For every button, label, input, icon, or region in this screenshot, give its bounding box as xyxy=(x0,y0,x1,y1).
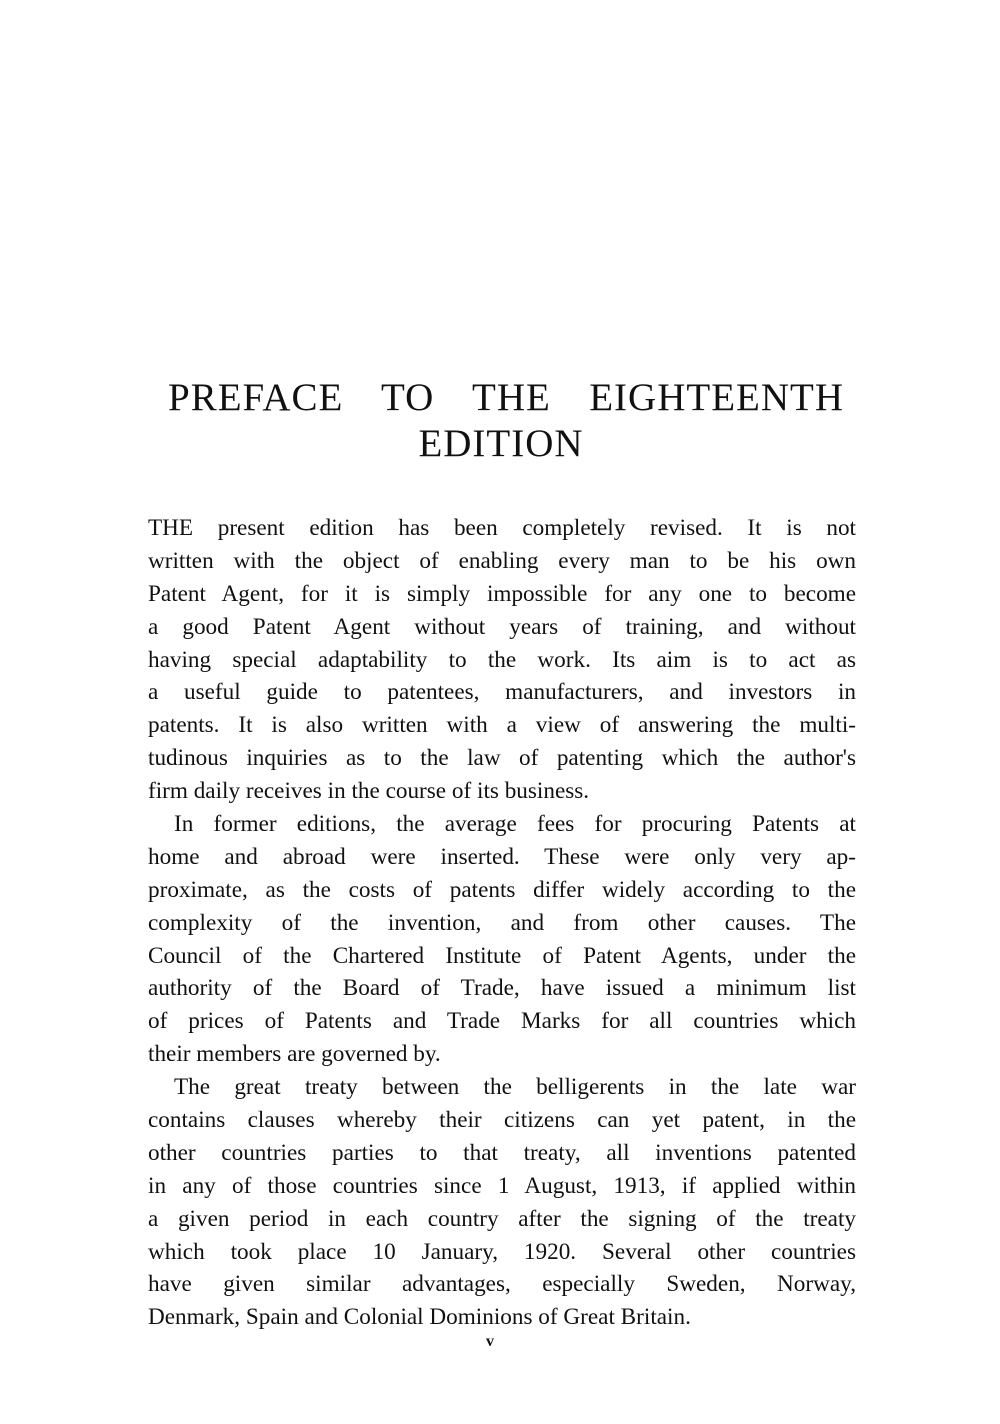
paragraph-1-line-6: a useful guide to patentees, manufacturers, and investors in xyxy=(148,679,856,706)
page-number: v xyxy=(486,1333,494,1350)
paragraph-3-line-6: which took place 10 January, 1920. Several other countries xyxy=(148,1238,856,1265)
paragraph-3-line-3: other countries parties to that treaty, all inventions patented xyxy=(148,1139,856,1166)
paragraph-3-line-5: a given period in each country after the signing of the treaty xyxy=(148,1205,856,1232)
paragraph-2-line-7: of prices of Patents and Trade Marks for all countries which xyxy=(148,1008,856,1035)
paragraph-3-line-4: in any of those countries since 1 August, 1913, if applied within xyxy=(148,1172,856,1199)
paragraph-2-line-4: complexity of the invention, and from other causes. The xyxy=(148,909,856,936)
paragraph-1-line-8: tudinous inquiries as to the law of patenting which the author's xyxy=(148,745,856,772)
paragraph-1-line-2: written with the object of enabling every man to be his own xyxy=(148,547,856,574)
paragraph-1-lead-word: THE xyxy=(148,515,194,541)
page-title-line-1: PREFACE TO THE EIGHTEENTH xyxy=(168,376,844,419)
paragraph-2-line-2: home and abroad were inserted. These were only very ap- xyxy=(148,843,856,870)
paragraph-2-line-3: proximate, as the costs of patents differ widely according to the xyxy=(148,876,856,903)
preface-body xyxy=(148,512,856,1334)
paragraph-1-line-3: Patent Agent, for it is simply impossible for any one to become xyxy=(148,580,856,607)
paragraph-1-line-5: having special adaptability to the work. Its aim is to act as xyxy=(148,646,856,673)
paragraph-2-line-6: authority of the Board of Trade, have issued a minimum list xyxy=(148,975,856,1002)
paragraph-1-line-4: a good Patent Agent without years of training, and without xyxy=(148,613,856,640)
paragraph-1-line-7: patents. It is also written with a view of answering the multi- xyxy=(148,712,856,739)
paragraph-2-line-1: In former editions, the average fees for procuring Patents at xyxy=(174,811,856,838)
paragraph-2-line-8: their members are governed by. xyxy=(148,1041,441,1068)
paragraph-3-line-7: have given similar advantages, especially Sweden, Norway, xyxy=(148,1271,856,1298)
paragraph-3-line-1: The great treaty between the belligerents in the late war xyxy=(174,1074,856,1101)
paragraph-2-line-5: Council of the Chartered Institute of Patent Agents, under the xyxy=(148,942,856,969)
paragraph-1-line-1: THE present edition has been completely revised. It is not xyxy=(148,515,856,541)
paragraph-1-line-9: firm daily receives in the course of its business. xyxy=(148,778,590,805)
page-title-line-2: EDITION xyxy=(418,422,584,465)
paragraph-3-line-2: contains clauses whereby their citizens can yet patent, in the xyxy=(148,1107,856,1134)
paragraph-3-line-8: Denmark, Spain and Colonial Dominions of Great Britain. xyxy=(148,1304,691,1331)
